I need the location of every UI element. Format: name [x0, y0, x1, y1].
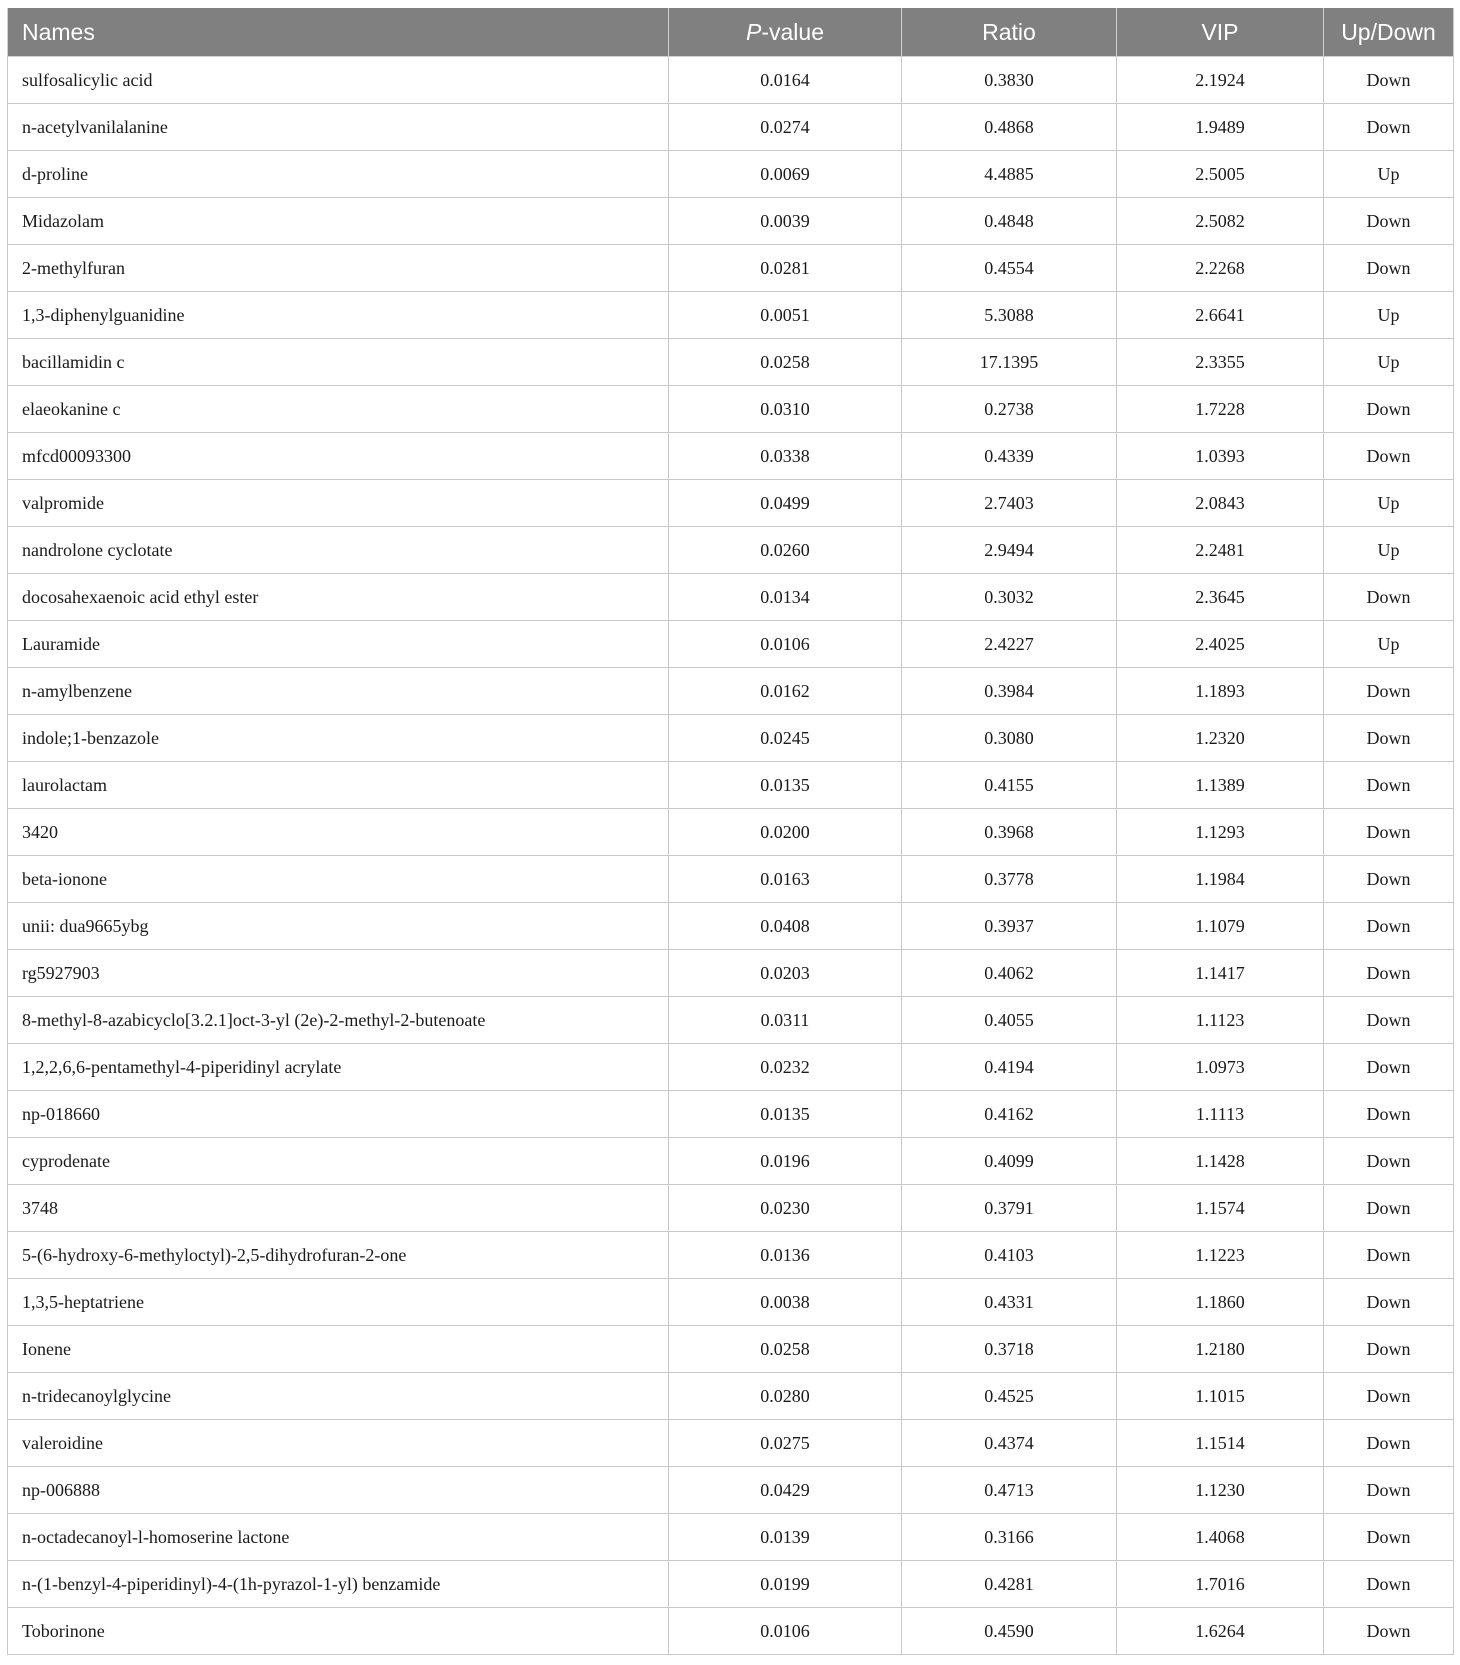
cell-up-down: Down [1324, 574, 1454, 621]
cell-name: n-(1-benzyl-4-piperidinyl)-4-(1h-pyrazol-1-yl) benzamide [8, 1561, 669, 1608]
cell-vip: 1.1514 [1117, 1420, 1324, 1467]
cell-name: 1,2,2,6,6-pentamethyl-4-piperidinyl acrylate [8, 1044, 669, 1091]
cell-p-value: 0.0408 [669, 903, 902, 950]
cell-name: 2-methylfuran [8, 245, 669, 292]
cell-p-value: 0.0162 [669, 668, 902, 715]
cell-up-down: Down [1324, 1091, 1454, 1138]
cell-p-value: 0.0136 [669, 1232, 902, 1279]
cell-name: nandrolone cyclotate [8, 527, 669, 574]
cell-vip: 2.5082 [1117, 198, 1324, 245]
table-row [8, 1467, 1454, 1514]
cell-vip: 1.1574 [1117, 1185, 1324, 1232]
cell-up-down: Down [1324, 950, 1454, 997]
table-row [8, 1561, 1454, 1608]
table-header-row [8, 8, 1454, 57]
cell-ratio: 0.4590 [902, 1608, 1117, 1655]
cell-p-value: 0.0196 [669, 1138, 902, 1185]
cell-vip: 2.1924 [1117, 57, 1324, 104]
cell-up-down: Down [1324, 1232, 1454, 1279]
metabolite-table [7, 8, 1454, 1655]
cell-ratio: 0.4339 [902, 433, 1117, 480]
table-row [8, 997, 1454, 1044]
cell-ratio: 0.4848 [902, 198, 1117, 245]
table-row [8, 1608, 1454, 1655]
cell-vip: 1.1079 [1117, 903, 1324, 950]
cell-up-down: Down [1324, 198, 1454, 245]
cell-ratio: 0.3968 [902, 809, 1117, 856]
cell-ratio: 17.1395 [902, 339, 1117, 386]
cell-up-down: Down [1324, 1279, 1454, 1326]
table-row [8, 292, 1454, 339]
cell-vip: 1.1428 [1117, 1138, 1324, 1185]
cell-name: docosahexaenoic acid ethyl ester [8, 574, 669, 621]
cell-vip: 1.4068 [1117, 1514, 1324, 1561]
cell-p-value: 0.0134 [669, 574, 902, 621]
header-up-down: Up/Down [1324, 8, 1454, 57]
cell-vip: 1.1893 [1117, 668, 1324, 715]
table-row [8, 386, 1454, 433]
cell-p-value: 0.0258 [669, 1326, 902, 1373]
cell-p-value: 0.0199 [669, 1561, 902, 1608]
cell-name: elaeokanine c [8, 386, 669, 433]
cell-vip: 2.4025 [1117, 621, 1324, 668]
cell-p-value: 0.0274 [669, 104, 902, 151]
cell-name: rg5927903 [8, 950, 669, 997]
table-row [8, 245, 1454, 292]
cell-name: d-proline [8, 151, 669, 198]
table-row [8, 1044, 1454, 1091]
cell-p-value: 0.0106 [669, 1608, 902, 1655]
cell-p-value: 0.0232 [669, 1044, 902, 1091]
cell-ratio: 0.3032 [902, 574, 1117, 621]
cell-name: valeroidine [8, 1420, 669, 1467]
header-p-rest: -value [761, 18, 824, 45]
cell-ratio: 2.4227 [902, 621, 1117, 668]
cell-name: n-tridecanoylglycine [8, 1373, 669, 1420]
table-row [8, 1373, 1454, 1420]
cell-name: sulfosalicylic acid [8, 57, 669, 104]
cell-up-down: Down [1324, 856, 1454, 903]
cell-p-value: 0.0139 [669, 1514, 902, 1561]
cell-ratio: 0.4554 [902, 245, 1117, 292]
cell-ratio: 0.4103 [902, 1232, 1117, 1279]
cell-name: bacillamidin c [8, 339, 669, 386]
cell-name: unii: dua9665ybg [8, 903, 669, 950]
table-row [8, 809, 1454, 856]
cell-up-down: Down [1324, 245, 1454, 292]
cell-ratio: 4.4885 [902, 151, 1117, 198]
cell-vip: 1.6264 [1117, 1608, 1324, 1655]
cell-vip: 2.2268 [1117, 245, 1324, 292]
table-row [8, 762, 1454, 809]
cell-up-down: Down [1324, 1044, 1454, 1091]
cell-up-down: Down [1324, 1514, 1454, 1561]
cell-name: n-acetylvanilalanine [8, 104, 669, 151]
header-names: Names [8, 8, 669, 57]
cell-p-value: 0.0230 [669, 1185, 902, 1232]
cell-p-value: 0.0275 [669, 1420, 902, 1467]
cell-p-value: 0.0338 [669, 433, 902, 480]
cell-up-down: Down [1324, 762, 1454, 809]
cell-vip: 1.0973 [1117, 1044, 1324, 1091]
cell-p-value: 0.0260 [669, 527, 902, 574]
cell-ratio: 0.3080 [902, 715, 1117, 762]
cell-ratio: 0.4281 [902, 1561, 1117, 1608]
cell-p-value: 0.0310 [669, 386, 902, 433]
cell-vip: 2.3355 [1117, 339, 1324, 386]
cell-up-down: Down [1324, 386, 1454, 433]
cell-ratio: 2.7403 [902, 480, 1117, 527]
cell-up-down: Down [1324, 1326, 1454, 1373]
cell-p-value: 0.0164 [669, 57, 902, 104]
cell-ratio: 0.2738 [902, 386, 1117, 433]
cell-vip: 1.7228 [1117, 386, 1324, 433]
cell-up-down: Up [1324, 292, 1454, 339]
cell-p-value: 0.0106 [669, 621, 902, 668]
cell-name: beta-ionone [8, 856, 669, 903]
table-row [8, 574, 1454, 621]
cell-vip: 1.1389 [1117, 762, 1324, 809]
cell-up-down: Up [1324, 480, 1454, 527]
cell-vip: 2.2481 [1117, 527, 1324, 574]
cell-name: indole;1-benzazole [8, 715, 669, 762]
cell-name: 8-methyl-8-azabicyclo[3.2.1]oct-3-yl (2e)-2-methyl-2-butenoate [8, 997, 669, 1044]
cell-ratio: 0.4055 [902, 997, 1117, 1044]
table-row [8, 339, 1454, 386]
cell-vip: 1.1015 [1117, 1373, 1324, 1420]
cell-ratio: 0.3830 [902, 57, 1117, 104]
cell-ratio: 0.4331 [902, 1279, 1117, 1326]
cell-vip: 2.3645 [1117, 574, 1324, 621]
table-row [8, 1279, 1454, 1326]
table-row [8, 1138, 1454, 1185]
table-row [8, 480, 1454, 527]
cell-up-down: Up [1324, 151, 1454, 198]
cell-name: np-018660 [8, 1091, 669, 1138]
cell-vip: 1.1223 [1117, 1232, 1324, 1279]
cell-p-value: 0.0038 [669, 1279, 902, 1326]
cell-ratio: 0.3166 [902, 1514, 1117, 1561]
cell-ratio: 0.3984 [902, 668, 1117, 715]
table-row [8, 715, 1454, 762]
cell-name: mfcd00093300 [8, 433, 669, 480]
table-row [8, 104, 1454, 151]
table-row [8, 1091, 1454, 1138]
cell-name: 5-(6-hydroxy-6-methyloctyl)-2,5-dihydrofuran-2-one [8, 1232, 669, 1279]
cell-name: valpromide [8, 480, 669, 527]
cell-up-down: Down [1324, 1185, 1454, 1232]
cell-vip: 1.1113 [1117, 1091, 1324, 1138]
table-row [8, 1420, 1454, 1467]
cell-up-down: Up [1324, 621, 1454, 668]
cell-p-value: 0.0135 [669, 1091, 902, 1138]
cell-up-down: Up [1324, 527, 1454, 574]
header-vip: VIP [1117, 8, 1324, 57]
cell-vip: 1.7016 [1117, 1561, 1324, 1608]
cell-up-down: Down [1324, 1373, 1454, 1420]
cell-p-value: 0.0069 [669, 151, 902, 198]
table-row [8, 1185, 1454, 1232]
cell-vip: 1.1984 [1117, 856, 1324, 903]
cell-p-value: 0.0258 [669, 339, 902, 386]
header-p-italic: P [746, 18, 762, 45]
cell-ratio: 0.4099 [902, 1138, 1117, 1185]
cell-ratio: 0.4374 [902, 1420, 1117, 1467]
cell-p-value: 0.0135 [669, 762, 902, 809]
cell-ratio: 0.4525 [902, 1373, 1117, 1420]
cell-p-value: 0.0429 [669, 1467, 902, 1514]
cell-p-value: 0.0280 [669, 1373, 902, 1420]
cell-ratio: 0.4713 [902, 1467, 1117, 1514]
cell-ratio: 0.3937 [902, 903, 1117, 950]
cell-name: 3420 [8, 809, 669, 856]
cell-ratio: 0.4062 [902, 950, 1117, 997]
cell-vip: 1.1293 [1117, 809, 1324, 856]
cell-name: 3748 [8, 1185, 669, 1232]
header-p-value [669, 8, 902, 57]
cell-vip: 2.5005 [1117, 151, 1324, 198]
cell-ratio: 0.3791 [902, 1185, 1117, 1232]
cell-ratio: 0.3718 [902, 1326, 1117, 1373]
cell-ratio: 5.3088 [902, 292, 1117, 339]
cell-vip: 1.2320 [1117, 715, 1324, 762]
table-row [8, 621, 1454, 668]
cell-p-value: 0.0200 [669, 809, 902, 856]
cell-ratio: 0.3778 [902, 856, 1117, 903]
cell-vip: 2.6641 [1117, 292, 1324, 339]
cell-p-value: 0.0039 [669, 198, 902, 245]
cell-name: Ionene [8, 1326, 669, 1373]
cell-name: 1,3,5-heptatriene [8, 1279, 669, 1326]
metabolite-table-container [7, 8, 1453, 1655]
cell-ratio: 0.4162 [902, 1091, 1117, 1138]
table-row [8, 151, 1454, 198]
cell-ratio: 0.4868 [902, 104, 1117, 151]
table-body [8, 57, 1454, 1655]
cell-vip: 1.9489 [1117, 104, 1324, 151]
cell-up-down: Down [1324, 903, 1454, 950]
table-row [8, 198, 1454, 245]
cell-ratio: 0.4194 [902, 1044, 1117, 1091]
table-row [8, 1326, 1454, 1373]
cell-up-down: Down [1324, 1420, 1454, 1467]
cell-name: cyprodenate [8, 1138, 669, 1185]
cell-up-down: Down [1324, 1608, 1454, 1655]
cell-ratio: 2.9494 [902, 527, 1117, 574]
table-row [8, 1514, 1454, 1561]
cell-name: Midazolam [8, 198, 669, 245]
table-row [8, 57, 1454, 104]
table-row [8, 433, 1454, 480]
cell-vip: 1.0393 [1117, 433, 1324, 480]
cell-name: laurolactam [8, 762, 669, 809]
cell-p-value: 0.0499 [669, 480, 902, 527]
cell-up-down: Up [1324, 339, 1454, 386]
cell-p-value: 0.0163 [669, 856, 902, 903]
table-row [8, 668, 1454, 715]
cell-p-value: 0.0311 [669, 997, 902, 1044]
cell-up-down: Down [1324, 104, 1454, 151]
cell-up-down: Down [1324, 809, 1454, 856]
table-row [8, 903, 1454, 950]
cell-ratio: 0.4155 [902, 762, 1117, 809]
cell-p-value: 0.0051 [669, 292, 902, 339]
cell-vip: 1.1123 [1117, 997, 1324, 1044]
cell-up-down: Down [1324, 57, 1454, 104]
cell-up-down: Down [1324, 1561, 1454, 1608]
cell-up-down: Down [1324, 668, 1454, 715]
cell-vip: 1.1417 [1117, 950, 1324, 997]
table-row [8, 950, 1454, 997]
cell-name: 1,3-diphenylguanidine [8, 292, 669, 339]
table-row [8, 1232, 1454, 1279]
cell-up-down: Down [1324, 1467, 1454, 1514]
cell-up-down: Down [1324, 1138, 1454, 1185]
cell-up-down: Down [1324, 997, 1454, 1044]
cell-name: n-amylbenzene [8, 668, 669, 715]
table-row [8, 527, 1454, 574]
cell-up-down: Down [1324, 715, 1454, 762]
cell-name: Toborinone [8, 1608, 669, 1655]
cell-p-value: 0.0245 [669, 715, 902, 762]
cell-name: n-octadecanoyl-l-homoserine lactone [8, 1514, 669, 1561]
cell-up-down: Down [1324, 433, 1454, 480]
cell-p-value: 0.0203 [669, 950, 902, 997]
header-ratio: Ratio [902, 8, 1117, 57]
cell-vip: 1.1860 [1117, 1279, 1324, 1326]
cell-vip: 1.1230 [1117, 1467, 1324, 1514]
cell-name: np-006888 [8, 1467, 669, 1514]
table-row [8, 856, 1454, 903]
cell-vip: 2.0843 [1117, 480, 1324, 527]
cell-p-value: 0.0281 [669, 245, 902, 292]
cell-name: Lauramide [8, 621, 669, 668]
cell-vip: 1.2180 [1117, 1326, 1324, 1373]
